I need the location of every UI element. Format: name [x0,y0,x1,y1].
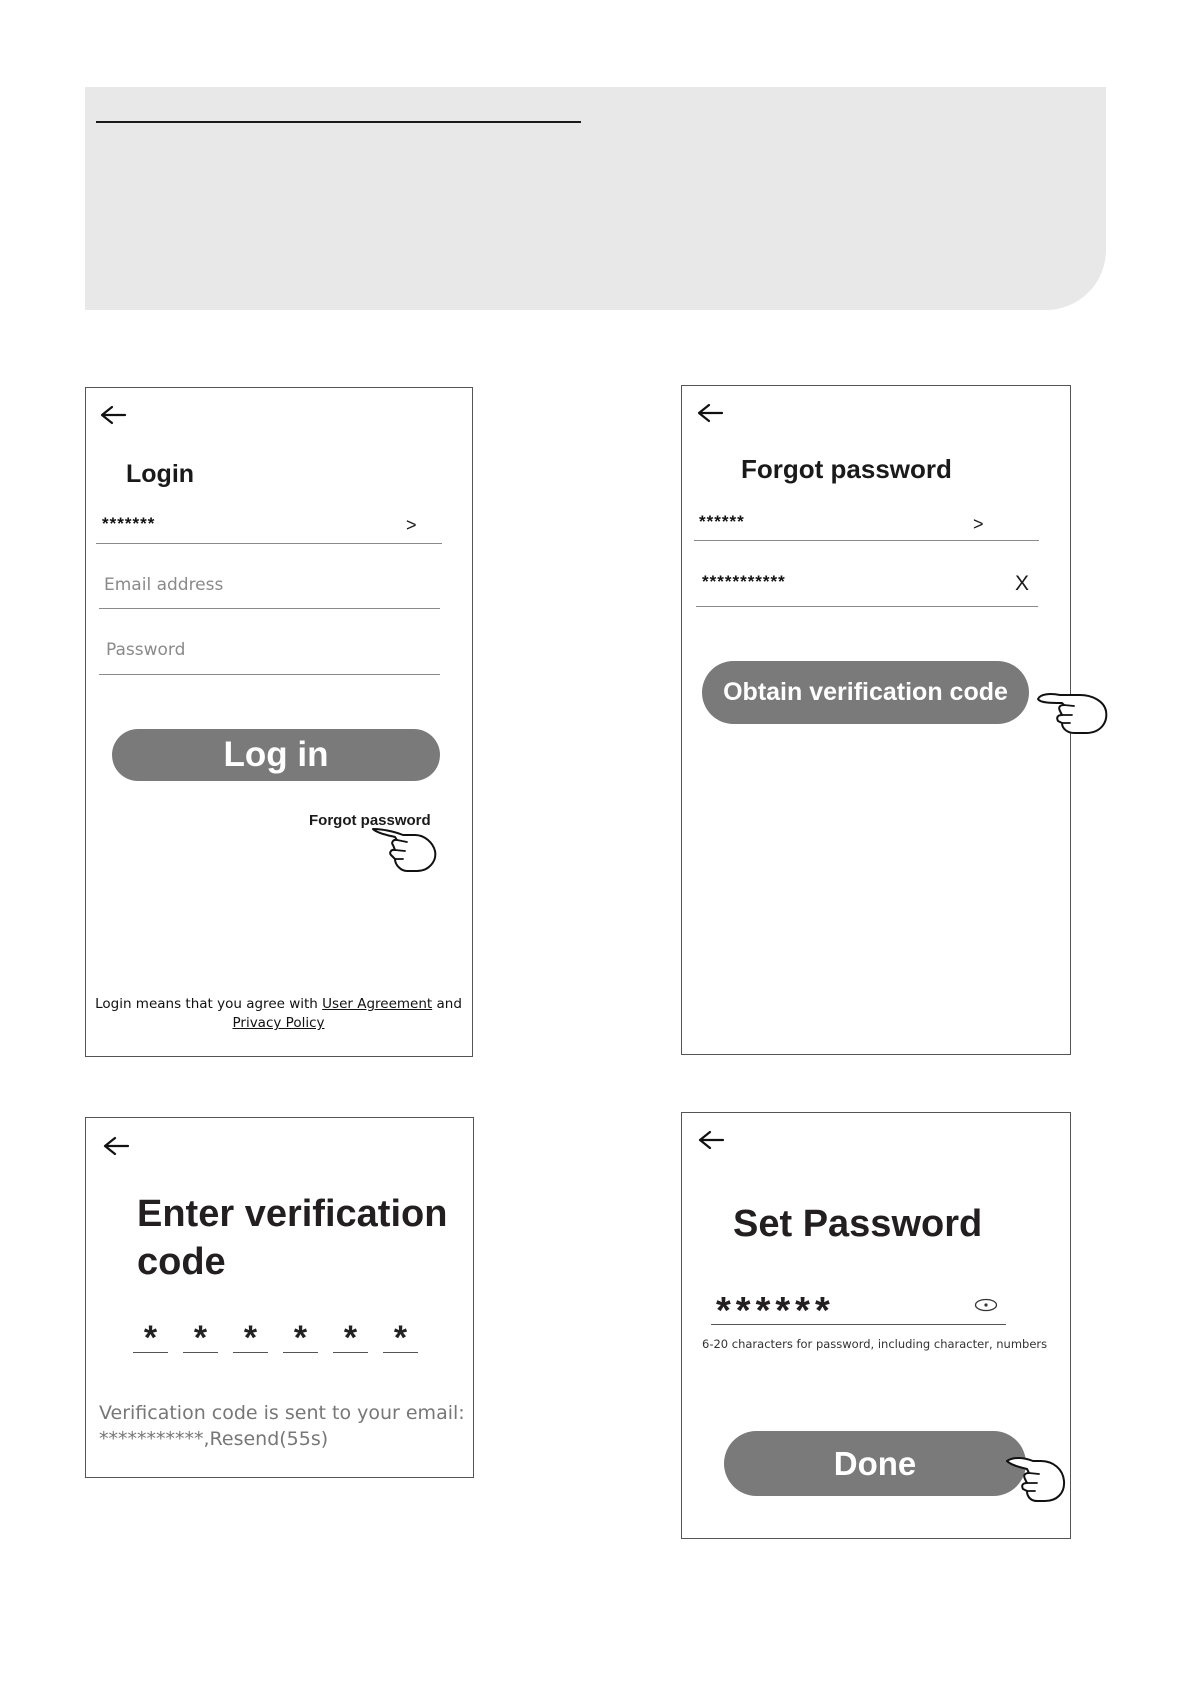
verification-code-screen [85,1117,474,1478]
page-title: Set Password [733,1203,983,1245]
pointing-hand-icon [371,825,441,873]
terms-prefix: Login means that you agree with [95,996,323,1012]
back-arrow-icon[interactable] [101,1135,131,1157]
account-field-value[interactable]: ******* [102,514,156,533]
terms-and: and [432,996,462,1012]
code-digit-6[interactable]: * [383,1318,418,1353]
pointing-hand-icon [1005,1453,1067,1503]
page-title [137,1190,447,1286]
password-field-underline [99,674,440,675]
account-field-underline [694,540,1039,541]
done-button[interactable]: Done [724,1431,1026,1496]
forgot-password-link[interactable]: Forgot password [309,812,431,829]
page-title: Login [126,460,195,488]
code-digit-2[interactable]: * [183,1318,218,1353]
code-digit-1[interactable]: * [133,1318,168,1353]
page-title-line1: Enter verification [137,1193,448,1235]
user-agreement-link[interactable]: User Agreement [322,996,433,1012]
code-sent-notice [99,1400,465,1452]
email-field-underline [696,606,1038,607]
back-arrow-icon[interactable] [98,404,128,426]
forgot-password-screen [681,385,1071,1055]
email-field-value[interactable]: *********** [702,572,786,591]
obtain-code-button[interactable]: Obtain verification code [702,661,1029,724]
code-sent-line1: Verification code is sent to your email: [99,1402,465,1424]
header-rule [96,121,581,123]
pointing-hand-icon [1036,691,1112,735]
email-field-underline [99,608,440,609]
back-arrow-icon[interactable] [695,402,725,424]
header-band [85,87,1106,310]
email-input[interactable]: Email address [104,575,224,595]
code-digit-3[interactable]: * [233,1318,268,1353]
eye-icon[interactable] [974,1298,998,1312]
back-arrow-icon[interactable] [696,1129,726,1151]
account-field-underline [96,543,442,544]
password-hint: 6-20 characters for password, including character, numbers [702,1337,1048,1351]
password-field-underline [711,1324,1006,1325]
chevron-right-icon[interactable]: > [406,515,417,535]
login-screen [85,387,473,1057]
page-title: Forgot password [741,454,952,484]
code-digit-4[interactable]: * [283,1318,318,1353]
resend-link[interactable]: ***********,Resend(55s) [99,1428,329,1450]
password-field-value[interactable]: ****** [716,1290,835,1332]
clear-icon[interactable]: X [1015,572,1030,595]
login-button[interactable]: Log in [112,729,440,781]
password-input[interactable]: Password [106,640,186,660]
chevron-right-icon[interactable]: > [973,514,984,534]
account-field-value[interactable]: ****** [699,512,745,531]
code-digit-5[interactable]: * [333,1318,368,1353]
privacy-policy-link[interactable]: Privacy Policy [232,1015,325,1031]
set-password-screen [681,1112,1071,1539]
page-title-line2: code [137,1241,226,1283]
terms-text [86,995,471,1033]
